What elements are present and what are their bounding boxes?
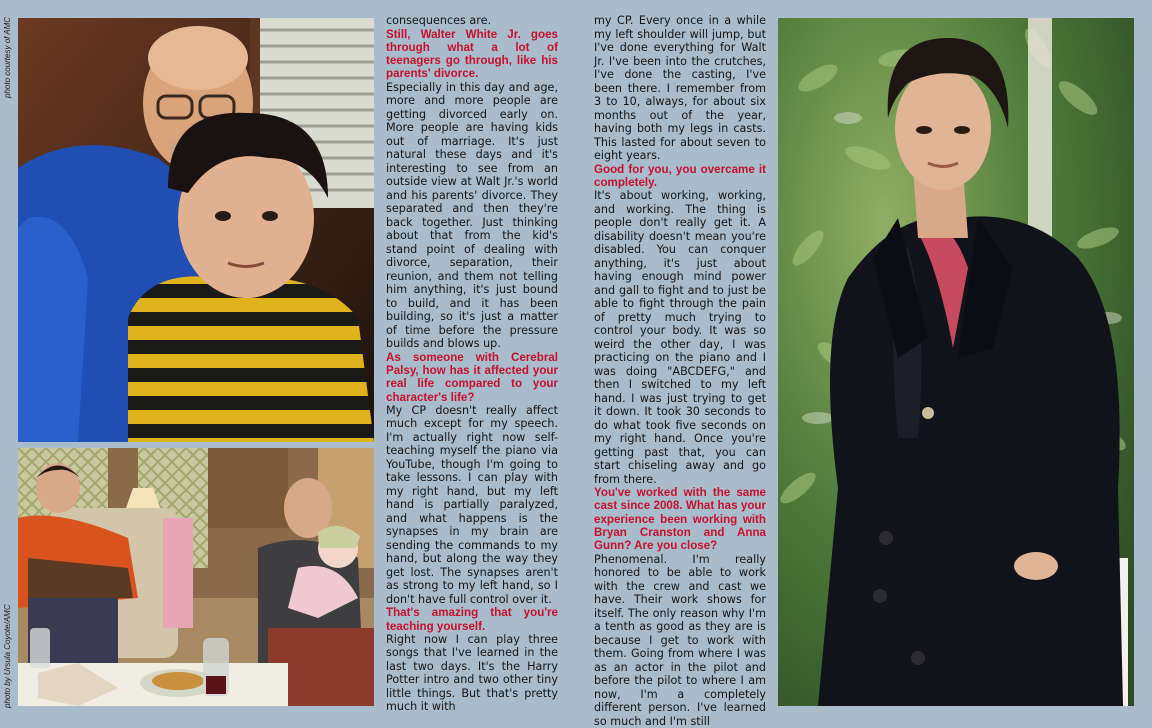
answer-paragraph: Right now I can play three songs that I've learned in the last two days. It's the Harry Potter intro and two other tiny little things. But that's pretty much it with	[386, 632, 558, 714]
answer-paragraph: Phenomenal. I'm really honored to be able to work with the crew and cast we have. Their work shows for itself. The only reason why I'm a tenth as good as they are is because I get to work with them. Going from where I was as an actor in the pilot and before the pilot to where I am now, I'm a completely different person. I've learned so much and I'm still	[594, 552, 766, 728]
answer-paragraph: My CP doesn't really affect much except for my speech. I'm actually right now self-teaching myself the piano via YouTube, though I'm going to take lessons. I can play with my right hand, but my left hand is partially paralyzed, and what happens is the synapses in my brain are sending the commands to my hand, but along the way they get lost. The synapses aren't as strong to my left hand, so I don't have full control over it.	[386, 403, 558, 606]
question-heading: Still, Walter White Jr. goes through what a lot of teenagers go through, like his parents' divorce.	[386, 27, 558, 81]
photo-portrait-peacoat	[778, 18, 1134, 706]
question-heading: You've worked with the same cast since 2008. What has your experience been working with Bryan Cranston and Anna Gunn? Are you close?	[594, 486, 766, 553]
photo-living-room-scene	[18, 448, 374, 706]
answer-paragraph: Especially in this day and age, more and more people are getting divorced early on. More people are having kids out of marriage. It's just natural these days and it's interesting to see from an outside view at Walt Jr.'s world and his parents' divorce. They separated and then they're back together. Just thinking about that from the kid's stand point of dealing with divorce, separation, their reunion, and them not telling him anything, it's just bound to build, and it has been building, so it's just a matter of time before the pressure builds and blows up.	[386, 80, 558, 351]
answer-paragraph: consequences are.	[386, 14, 492, 27]
answer-paragraph: It's about working, working, and working. The thing is people don't really get it. A disability doesn't mean you're disabled. You can conquer anything, it's just about having enough mind power and gall to fight and to just be able to fight through the pain of pretty much trying to control your body. It was so weird the other day, I was practicing on the piano and I was doing "ABCDEFG," and then I switched to my left hand. I was just trying to get it down. It took 30 seconds to do what took five seconds on my right hand. Once you're getting past that, you can start chiseling away and go from there.	[594, 189, 766, 486]
photo-credit-top: photo courtesy of AMC	[3, 16, 12, 98]
question-heading: Good for you, you overcame it completely.	[594, 162, 766, 189]
photo-father-son-couch	[18, 18, 374, 442]
photo-credit-bottom: photo by Ursula Coyote/AMC	[3, 604, 12, 708]
answer-paragraph: my CP. Every once in a while my left shoulder will jump, but I've done everything for Walt Jr. I've been into the crutches, I've done the casting, I've been there. I remember from 3 to 10, always, for about six months out of the year, having both my legs in casts. This lasted for about seven to eight years.	[594, 14, 766, 162]
question-heading: That's amazing that you're teaching yourself.	[386, 606, 558, 633]
article-column-1	[386, 14, 558, 714]
question-heading: As someone with Cerebral Palsy, how has it affected your real life compared to your character's life?	[386, 350, 558, 404]
article-column-2	[594, 14, 766, 728]
